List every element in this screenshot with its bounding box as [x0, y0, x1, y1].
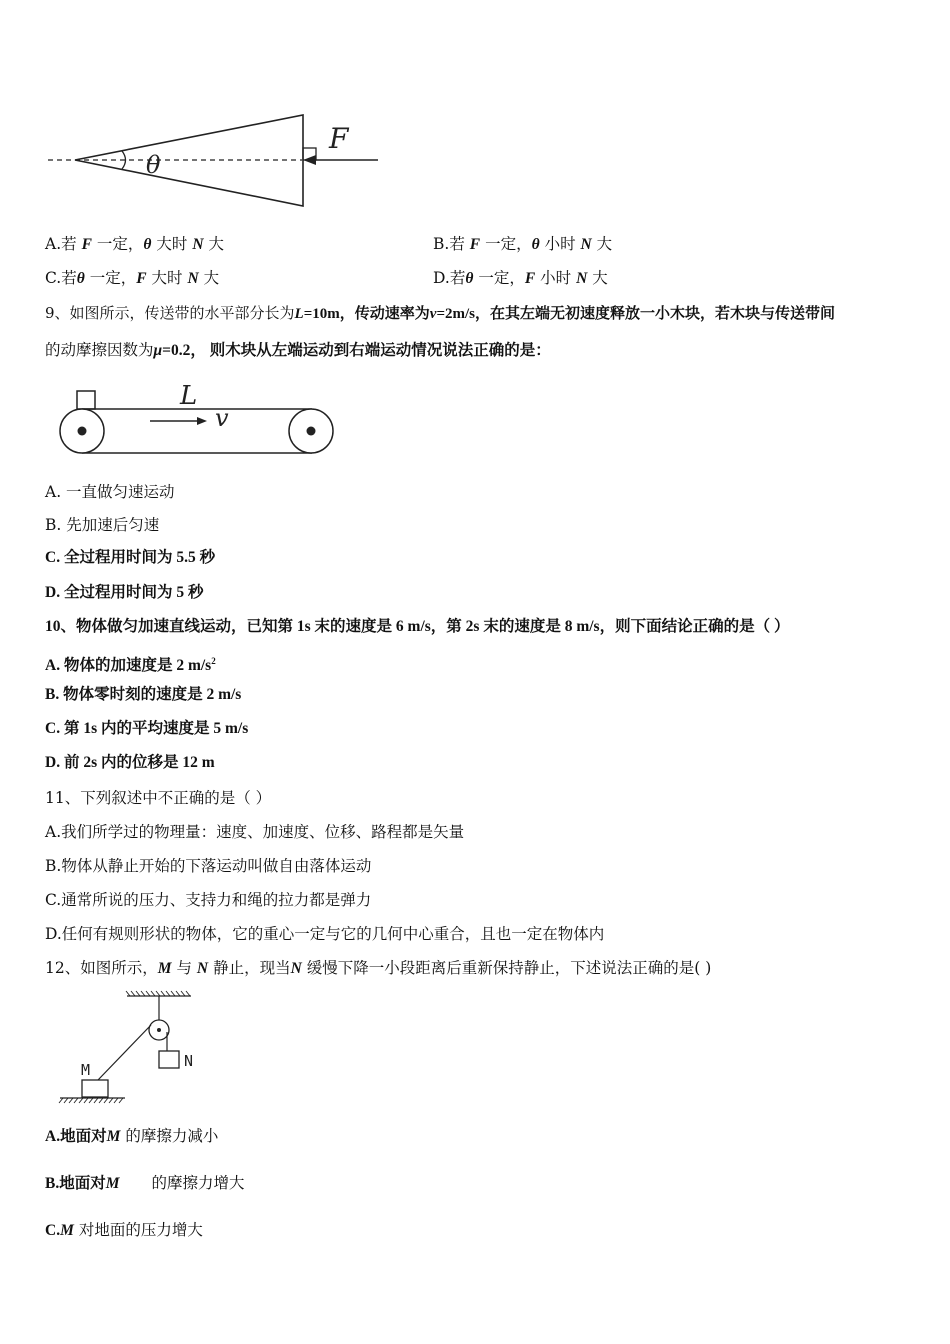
q10-option-b: B. 物体零时刻的速度是 2 m/s: [45, 686, 242, 703]
q8-option-a: A.若 F 一定，θ 大时 N 大: [45, 235, 224, 253]
conveyor-figure: [55, 378, 345, 463]
length-label: L: [180, 381, 198, 411]
q12-option-c: C.M 对地面的压力增大: [45, 1221, 203, 1239]
q8-option-d: D.若θ 一定，F 小时 N 大: [433, 269, 608, 287]
velocity-label: v: [215, 404, 229, 432]
block-n-label: N: [184, 1052, 194, 1070]
q11-option-c: C.通常所说的压力、支持力和绳的拉力都是弹力: [45, 891, 372, 909]
q9-option-b: B. 先加速后匀速: [45, 516, 160, 534]
q9-option-c: C. 全过程用时间为 5.5 秒: [45, 549, 216, 566]
q10-stem: 10、物体做匀加速直线运动，已知第 1s 末的速度是 6 m/s，第 2s 末的速度是 8 m/s，则下面结论正确的是（ ）: [45, 618, 790, 635]
q11-option-d: D.任何有规则形状的物体，它的重心一定与它的几何中心重合，且也一定在物体内: [45, 925, 605, 943]
block-m-label: M: [81, 1061, 91, 1079]
q10-option-d: D. 前 2s 内的位移是 12 m: [45, 754, 215, 771]
q8-option-c: C.若θ 一定，F 大时 N 大: [45, 269, 220, 287]
wedge-figure: [40, 110, 390, 215]
q9-option-a: A. 一直做匀速运动: [45, 483, 175, 501]
q11-option-b: B.物体从静止开始的下落运动叫做自由落体运动: [45, 857, 372, 875]
q9-stem-line2: 的动摩擦因数为μ=0.2， 则木块从左端运动到右端运动情况说法正确的是：: [45, 341, 551, 359]
q12-option-b: B.地面对M 的摩擦力增大: [45, 1174, 245, 1192]
q9-option-d: D. 全过程用时间为 5 秒: [45, 584, 204, 601]
force-label: F: [329, 122, 349, 155]
q8-option-b: B.若 F 一定，θ 小时 N 大: [433, 235, 613, 253]
q11-stem: 11、下列叙述中不正确的是（ ）: [45, 789, 272, 807]
q10-option-a: A. 物体的加速度是 2 $m/s^2$: [45, 656, 216, 675]
q9-stem-line1: 9、如图所示，传送带的水平部分长为L=10m，传动速率为v=2m/s，在其左端无初速度释放一小木块，若木块与传送带间: [45, 304, 835, 322]
q10-option-c: C. 第 1s 内的平均速度是 5 m/s: [45, 720, 249, 737]
angle-label: θ: [146, 151, 161, 179]
pulley-figure: [55, 988, 205, 1108]
q12-option-a: A.地面对M 的摩擦力减小: [45, 1127, 219, 1145]
q11-option-a: A.我们所学过的物理量：速度、加速度、位移、路程都是矢量: [45, 823, 465, 841]
q12-stem: 12、如图所示，M 与 N 静止，现当N 缓慢下降一小段距离后重新保持静止，下述说法正确的是( ): [45, 959, 712, 977]
